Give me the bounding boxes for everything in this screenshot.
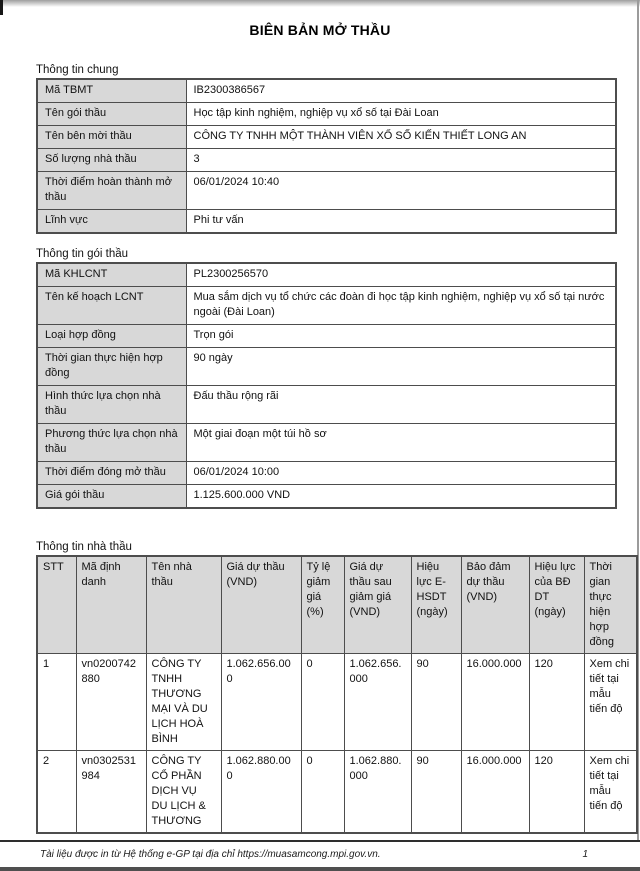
- kv-value: Phi tư vấn: [186, 210, 616, 234]
- kv-label: Tên bên mời thầu: [37, 126, 186, 149]
- kv-value: 3: [186, 149, 616, 172]
- section-title-general-info: Thông tin chung: [36, 64, 119, 76]
- column-header-ma-dinh-danh: Mã định danh: [76, 556, 146, 654]
- table-row: [37, 126, 616, 149]
- kv-label: Tên kế hoạch LCNT: [37, 287, 186, 325]
- kv-value: Đấu thầu rộng rãi: [186, 386, 616, 424]
- table-row: [37, 751, 637, 834]
- page-footer: [0, 840, 640, 871]
- cell-gia-sau-giam: 1.062.656.000: [344, 654, 411, 751]
- cell-ma-dinh-danh: vn0200742880: [76, 654, 146, 751]
- cell-ty-le-giam-gia: 0: [301, 654, 344, 751]
- cell-ty-le-giam-gia: 0: [301, 751, 344, 834]
- kv-label: Lĩnh vực: [37, 210, 186, 234]
- kv-value: 06/01/2024 10:00: [186, 462, 616, 485]
- contractors-table: [36, 555, 638, 834]
- table-row: [37, 263, 616, 287]
- cell-gia-du-thau: 1.062.656.000: [221, 654, 301, 751]
- column-header-thoi-gian-thuc-hien: Thời gian thực hiện hợp đồng: [584, 556, 637, 654]
- kv-label: Mã KHLCNT: [37, 263, 186, 287]
- kv-label: Loại hợp đồng: [37, 325, 186, 348]
- column-header-ty-le-giam-gia: Tỷ lệ giảm giá (%): [301, 556, 344, 654]
- kv-value: Mua sắm dịch vụ tổ chức các đoàn đi học tập kinh nghiệm, nghiệp vụ xổ số tại nước ngoài (Đài Loan): [186, 287, 616, 325]
- cell-ten-nha-thau: CÔNG TY CỔ PHẦN DỊCH VỤ DU LỊCH & THƯƠNG: [146, 751, 221, 834]
- section-title-contractor-info: Thông tin nhà thầu: [36, 541, 132, 553]
- column-header-bao-dam-du-thau: Bảo đảm dự thầu (VND): [461, 556, 529, 654]
- kv-label: Thời gian thực hiện hợp đồng: [37, 348, 186, 386]
- column-header-hieu-luc-ehsdt: Hiệu lực E-HSDT (ngày): [411, 556, 461, 654]
- table-row: [37, 654, 637, 751]
- table-row: [37, 287, 616, 325]
- cell-bao-dam-du-thau: 16.000.000: [461, 751, 529, 834]
- table-row: [37, 325, 616, 348]
- kv-label: Hình thức lựa chọn nhà thầu: [37, 386, 186, 424]
- kv-value: 06/01/2024 10:40: [186, 172, 616, 210]
- table-row: [37, 79, 616, 103]
- column-header-hieu-luc-bddt: Hiệu lực của BĐ DT (ngày): [529, 556, 584, 654]
- table-row: [37, 103, 616, 126]
- kv-value: 1.125.600.000 VND: [186, 485, 616, 509]
- column-header-ten-nha-thau: Tên nhà thầu: [146, 556, 221, 654]
- package-info-table: [36, 262, 617, 509]
- kv-value: PL2300256570: [186, 263, 616, 287]
- cell-stt: 1: [37, 654, 76, 751]
- cell-ma-dinh-danh: vn0302531984: [76, 751, 146, 834]
- kv-label: Phương thức lựa chọn nhà thầu: [37, 424, 186, 462]
- kv-label: Số lượng nhà thầu: [37, 149, 186, 172]
- kv-label: Tên gói thầu: [37, 103, 186, 126]
- table-row: [37, 348, 616, 386]
- kv-label: Thời điểm hoàn thành mở thầu: [37, 172, 186, 210]
- table-row: [37, 485, 616, 509]
- cell-gia-du-thau: 1.062.880.000: [221, 751, 301, 834]
- column-header-gia-du-thau: Giá dự thầu (VND): [221, 556, 301, 654]
- kv-value: 90 ngày: [186, 348, 616, 386]
- kv-value: Một giai đoạn một túi hồ sơ: [186, 424, 616, 462]
- cell-bao-dam-du-thau: 16.000.000: [461, 654, 529, 751]
- page-bottom-edge: [0, 867, 640, 871]
- kv-value: CÔNG TY TNHH MỘT THÀNH VIÊN XỔ SỐ KIẾN THIẾT LONG AN: [186, 126, 616, 149]
- page-number: 1: [582, 849, 588, 860]
- cell-hieu-luc-ehsdt: 90: [411, 751, 461, 834]
- section-title-package-info: Thông tin gói thầu: [36, 248, 129, 260]
- table-row: [37, 149, 616, 172]
- column-header-stt: STT: [37, 556, 76, 654]
- footer-content: [0, 842, 640, 867]
- column-header-gia-sau-giam: Giá dự thầu sau giảm giá (VND): [344, 556, 411, 654]
- table-row: [37, 210, 616, 234]
- cell-stt: 2: [37, 751, 76, 834]
- cell-ten-nha-thau: CÔNG TY TNHH THƯƠNG MẠI VÀ DU LỊCH HOÀ BÌNH: [146, 654, 221, 751]
- kv-value: IB2300386567: [186, 79, 616, 103]
- table-row: [37, 462, 616, 485]
- cell-gia-sau-giam: 1.062.880.000: [344, 751, 411, 834]
- kv-value: Học tập kinh nghiệm, nghiệp vụ xổ số tại Đài Loan: [186, 103, 616, 126]
- cell-hieu-luc-bddt: 120: [529, 751, 584, 834]
- cell-thoi-gian-thuc-hien: Xem chi tiết tại mẫu tiến độ: [584, 751, 637, 834]
- table-row: [37, 424, 616, 462]
- kv-label: Mã TBMT: [37, 79, 186, 103]
- kv-label: Giá gói thầu: [37, 485, 186, 509]
- general-info-table: [36, 78, 617, 234]
- table-row: [37, 172, 616, 210]
- cell-hieu-luc-ehsdt: 90: [411, 654, 461, 751]
- footer-note: Tài liệu được in từ Hệ thống e-GP tại địa chỉ https://muasamcong.mpi.gov.vn.: [40, 849, 381, 860]
- table-header-row: [37, 556, 637, 654]
- page-title: BIÊN BẢN MỞ THẦU: [249, 22, 391, 38]
- cell-hieu-luc-bddt: 120: [529, 654, 584, 751]
- table-row: [37, 386, 616, 424]
- cell-thoi-gian-thuc-hien: Xem chi tiết tại mẫu tiến độ: [584, 654, 637, 751]
- kv-value: Trọn gói: [186, 325, 616, 348]
- kv-label: Thời điểm đóng mở thầu: [37, 462, 186, 485]
